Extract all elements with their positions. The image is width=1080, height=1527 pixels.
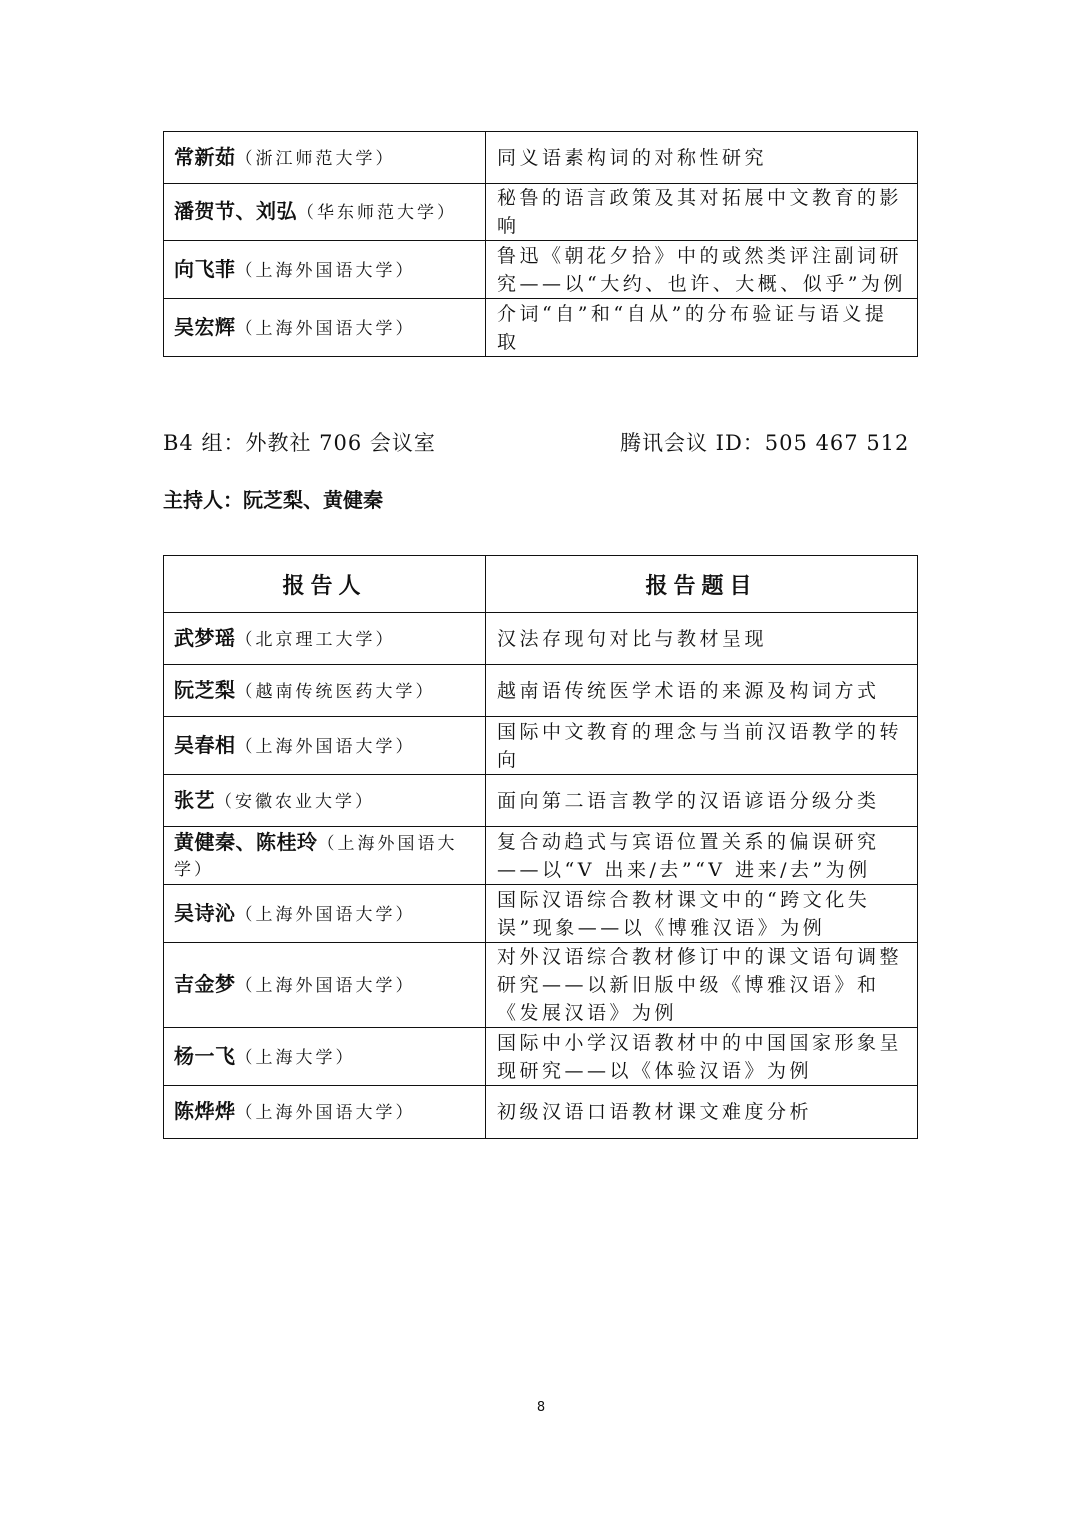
table-header-row bbox=[164, 556, 918, 613]
reporter-cell bbox=[164, 184, 486, 241]
reporter-cell bbox=[164, 299, 486, 357]
reporter-cell bbox=[164, 132, 486, 184]
reporter-affiliation: （上海外国语大学） bbox=[235, 1103, 416, 1123]
report-title: 同义语素构词的对称性研究 bbox=[486, 132, 918, 184]
table-row bbox=[164, 1086, 918, 1139]
reporter-name: 吉金梦 bbox=[174, 972, 236, 996]
reporter-name: 向飞菲 bbox=[174, 256, 236, 281]
reporter-affiliation: （上海大学） bbox=[235, 1047, 356, 1068]
table-row bbox=[164, 1028, 918, 1086]
reporter-name: 吴诗沁 bbox=[174, 900, 236, 925]
reporter-affiliation: （上海外国语大学） bbox=[235, 318, 416, 339]
table-row bbox=[164, 132, 918, 184]
reporter-name: 常新茹 bbox=[174, 144, 236, 169]
table-row bbox=[164, 775, 918, 827]
reporter-name: 杨一飞 bbox=[174, 1043, 236, 1068]
report-title: 国际中小学汉语教材中的中国国家形象呈现研究——以《体验汉语》为例 bbox=[486, 1028, 918, 1086]
presentation-table-b4 bbox=[163, 555, 918, 1139]
table-row bbox=[164, 885, 918, 943]
table-body bbox=[164, 613, 918, 1139]
reporter-cell bbox=[164, 943, 486, 1028]
reporter-cell bbox=[164, 1028, 486, 1086]
report-title: 汉法存现句对比与教材呈现 bbox=[486, 613, 918, 665]
table-row bbox=[164, 299, 918, 357]
session-group-room: B4 组：外教社 706 会议室 bbox=[163, 431, 436, 455]
reporter-name: 黄健秦、陈桂玲 bbox=[174, 829, 318, 854]
report-title: 国际中文教育的理念与当前汉语教学的转向 bbox=[486, 717, 918, 775]
reporter-affiliation: （上海外国语大学） bbox=[235, 260, 416, 281]
reporter-affiliation: （安徽农业大学） bbox=[215, 791, 375, 812]
reporter-affiliation: （上海外国语大学） bbox=[235, 904, 416, 925]
reporter-name: 张艺 bbox=[174, 787, 215, 812]
table-row bbox=[164, 613, 918, 665]
header-title: 报告题目 bbox=[486, 556, 918, 613]
reporter-cell bbox=[164, 827, 486, 885]
table-row bbox=[164, 665, 918, 717]
session-hosts: 主持人：阮芝梨、黄健秦 bbox=[163, 488, 383, 512]
reporter-cell bbox=[164, 775, 486, 827]
report-title: 初级汉语口语教材课文难度分析 bbox=[486, 1086, 918, 1139]
reporter-affiliation: （浙江师范大学） bbox=[235, 148, 396, 169]
reporter-affiliation: （上海外国语大学） bbox=[235, 736, 416, 757]
report-title: 越南语传统医学术语的来源及构词方式 bbox=[486, 665, 918, 717]
meeting-id: 腾讯会议 ID：505 467 512 bbox=[620, 431, 910, 455]
reporter-affiliation: （越南传统医药大学） bbox=[235, 681, 436, 702]
header-reporter: 报告人 bbox=[164, 556, 486, 613]
table-row bbox=[164, 943, 918, 1028]
table-row bbox=[164, 827, 918, 885]
report-title: 介词“自”和“自从”的分布验证与语义提取 bbox=[486, 299, 918, 357]
report-title: 对外汉语综合教材修订中的课文语句调整研究——以新旧版中级《博雅汉语》和《发展汉语》为例 bbox=[486, 943, 918, 1028]
report-title: 复合动趋式与宾语位置关系的偏误研究——以“V 出来/去”“V 进来/去”为例 bbox=[486, 827, 918, 885]
reporter-name: 吴宏辉 bbox=[174, 314, 236, 339]
reporter-cell bbox=[164, 241, 486, 299]
reporter-affiliation: （上海外国语大学） bbox=[174, 833, 458, 880]
reporter-name: 陈烨烨 bbox=[174, 1099, 236, 1123]
table-row bbox=[164, 241, 918, 299]
table-row bbox=[164, 184, 918, 241]
reporter-cell bbox=[164, 885, 486, 943]
page-number: 8 bbox=[536, 1400, 546, 1415]
report-title: 鲁迅《朝花夕拾》中的或然类评注副词研究——以“大约、也许、大概、似乎”为例 bbox=[486, 241, 918, 299]
reporter-name: 潘贺节、刘弘 bbox=[174, 199, 297, 223]
reporter-cell bbox=[164, 665, 486, 717]
reporter-affiliation: （华东师范大学） bbox=[297, 203, 457, 223]
reporter-cell bbox=[164, 1086, 486, 1139]
reporter-name: 阮芝梨 bbox=[174, 677, 236, 702]
reporter-name: 吴春相 bbox=[174, 732, 236, 757]
table-row bbox=[164, 717, 918, 775]
reporter-affiliation: （北京理工大学） bbox=[235, 629, 396, 650]
reporter-affiliation: （上海外国语大学） bbox=[235, 976, 416, 996]
table-body bbox=[164, 132, 918, 357]
report-title: 秘鲁的语言政策及其对拓展中文教育的影响 bbox=[486, 184, 918, 241]
presentation-table-previous-group bbox=[163, 131, 918, 357]
reporter-cell bbox=[164, 717, 486, 775]
report-title: 国际汉语综合教材课文中的“跨文化失误”现象——以《博雅汉语》为例 bbox=[486, 885, 918, 943]
reporter-cell bbox=[164, 613, 486, 665]
report-title: 面向第二语言教学的汉语谚语分级分类 bbox=[486, 775, 918, 827]
reporter-name: 武梦瑶 bbox=[174, 625, 236, 650]
